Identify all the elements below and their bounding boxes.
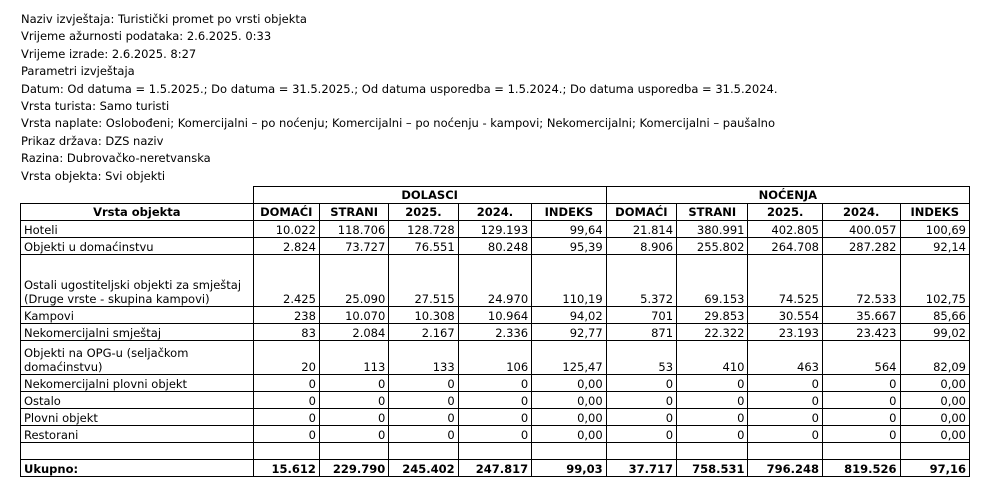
cell-dolasci-2025: 0 [389, 375, 458, 392]
cell-nocenja-2025: 0 [748, 375, 822, 392]
total-dolasci-2025: 245.402 [389, 460, 458, 477]
total-nocenja-indeks: 97,16 [900, 460, 970, 477]
cell-nocenja-2025: 23.193 [748, 324, 822, 341]
spacer-cell [253, 443, 319, 460]
spacer-cell [458, 443, 531, 460]
group-header-blank [21, 187, 254, 204]
cell-nocenja-indeks: 85,66 [900, 307, 970, 324]
cell-dolasci-2025: 0 [389, 426, 458, 443]
column-header-nocenja-2024: 2024. [822, 204, 900, 221]
total-label: Ukupno: [21, 460, 254, 477]
cell-dolasci-2025: 76.551 [389, 238, 458, 255]
spacer-cell [319, 443, 388, 460]
column-header-nocenja-domaci: DOMAĆI [606, 204, 676, 221]
cell-nocenja-indeks: 100,69 [900, 221, 970, 238]
cell-dolasci-2025: 0 [389, 409, 458, 426]
row-label: Hoteli [21, 221, 254, 238]
spacer-cell [748, 443, 822, 460]
cell-nocenja-domaci: 701 [606, 307, 676, 324]
cell-nocenja-2025: 0 [748, 392, 822, 409]
region-parameter: Razina: Dubrovačko-neretvanska [21, 151, 211, 166]
cell-nocenja-strani: 255.802 [677, 238, 748, 255]
data-update-time: Vrijeme ažurnosti podataka: 2.6.2025. 0:33 [21, 29, 272, 44]
row-label: Ostalo [21, 392, 254, 409]
cell-nocenja-2024: 35.667 [822, 307, 900, 324]
cell-dolasci-indeks: 110,19 [532, 255, 607, 307]
cell-dolasci-2025: 133 [389, 341, 458, 375]
spacer-cell [606, 443, 676, 460]
payment-type-parameter: Vrsta naplate: Oslobođeni; Komercijalni – po noćenju; Komercijalni – po noćenju - kampovi; Nekomercijalni; Komercijalni – paušalno [21, 116, 775, 131]
table-row [21, 324, 970, 341]
row-label: Restorani [21, 426, 254, 443]
cell-dolasci-indeks: 0,00 [532, 426, 607, 443]
column-header-nocenja-strani: STRANI [677, 204, 748, 221]
cell-nocenja-indeks: 102,75 [900, 255, 970, 307]
cell-dolasci-domaci: 0 [253, 392, 319, 409]
column-header-nocenja-2025: 2025. [748, 204, 822, 221]
cell-dolasci-2024: 106 [458, 341, 531, 375]
cell-nocenja-indeks: 92,14 [900, 238, 970, 255]
cell-nocenja-strani: 380.991 [677, 221, 748, 238]
cell-nocenja-2025: 30.554 [748, 307, 822, 324]
table-row [21, 409, 970, 426]
country-display-parameter: Prikaz država: DZS naziv [21, 133, 164, 148]
row-label: Nekomercijalni plovni objekt [21, 375, 254, 392]
cell-nocenja-2024: 400.057 [822, 221, 900, 238]
cell-nocenja-2024: 564 [822, 341, 900, 375]
cell-dolasci-domaci: 0 [253, 426, 319, 443]
cell-nocenja-domaci: 0 [606, 375, 676, 392]
cell-nocenja-domaci: 0 [606, 392, 676, 409]
row-label-line: Objekti na OPG-u (seljačkom [24, 346, 189, 360]
total-nocenja-2025: 796.248 [748, 460, 822, 477]
spacer-cell [389, 443, 458, 460]
cell-dolasci-indeks: 92,77 [532, 324, 607, 341]
cell-nocenja-2025: 402.805 [748, 221, 822, 238]
cell-dolasci-2024: 80.248 [458, 238, 531, 255]
cell-dolasci-2025: 128.728 [389, 221, 458, 238]
cell-nocenja-strani: 0 [677, 409, 748, 426]
row-label [21, 255, 254, 307]
date-parameters: Datum: Od datuma = 1.5.2025.; Do datuma = 31.5.2025.; Od datuma usporedba = 1.5.2024.; Do datuma usporedba = 31.5.2024. [21, 81, 778, 96]
cell-nocenja-strani: 22.322 [677, 324, 748, 341]
cell-dolasci-domaci: 2.824 [253, 238, 319, 255]
cell-dolasci-strani: 118.706 [319, 221, 388, 238]
cell-dolasci-2025: 0 [389, 392, 458, 409]
cell-dolasci-domaci: 238 [253, 307, 319, 324]
cell-dolasci-indeks: 125,47 [532, 341, 607, 375]
spacer-cell [822, 443, 900, 460]
cell-nocenja-strani: 0 [677, 392, 748, 409]
table-row [21, 341, 970, 375]
spacer-cell [900, 443, 970, 460]
cell-dolasci-strani: 113 [319, 341, 388, 375]
cell-dolasci-2024: 0 [458, 375, 531, 392]
cell-nocenja-domaci: 21.814 [606, 221, 676, 238]
cell-nocenja-indeks: 82,09 [900, 341, 970, 375]
column-header-dolasci-indeks: INDEKS [532, 204, 607, 221]
parameters-heading: Parametri izvještaja [21, 64, 135, 79]
cell-nocenja-2024: 0 [822, 375, 900, 392]
report-creation-time: Vrijeme izrade: 2.6.2025. 8:27 [21, 46, 197, 61]
cell-dolasci-2024: 24.970 [458, 255, 531, 307]
cell-dolasci-indeks: 99,64 [532, 221, 607, 238]
spacer-cell [21, 443, 254, 460]
row-label: Objekti u domaćinstvu [21, 238, 254, 255]
tourist-type-parameter: Vrsta turista: Samo turisti [21, 99, 170, 114]
cell-dolasci-2024: 129.193 [458, 221, 531, 238]
cell-nocenja-2024: 0 [822, 426, 900, 443]
cell-nocenja-2024: 23.423 [822, 324, 900, 341]
cell-dolasci-strani: 73.727 [319, 238, 388, 255]
table-row [21, 221, 970, 238]
object-type-parameter: Vrsta objekta: Svi objekti [21, 168, 166, 183]
cell-dolasci-indeks: 95,39 [532, 238, 607, 255]
cell-dolasci-indeks: 0,00 [532, 375, 607, 392]
cell-dolasci-2025: 2.167 [389, 324, 458, 341]
column-header-dolasci-strani: STRANI [319, 204, 388, 221]
cell-dolasci-domaci: 0 [253, 409, 319, 426]
column-header-dolasci-2024: 2024. [458, 204, 531, 221]
total-nocenja-domaci: 37.717 [606, 460, 676, 477]
table-row [21, 255, 970, 307]
column-header-dolasci-domaci: DOMAĆI [253, 204, 319, 221]
cell-dolasci-indeks: 0,00 [532, 392, 607, 409]
spacer-cell [532, 443, 607, 460]
cell-nocenja-indeks: 0,00 [900, 409, 970, 426]
row-label [21, 341, 254, 375]
cell-nocenja-2025: 463 [748, 341, 822, 375]
cell-nocenja-strani: 410 [677, 341, 748, 375]
table-row [21, 392, 970, 409]
group-header-dolasci: DOLASCI [253, 187, 606, 204]
cell-nocenja-strani: 0 [677, 426, 748, 443]
cell-dolasci-2024: 2.336 [458, 324, 531, 341]
cell-nocenja-2024: 0 [822, 409, 900, 426]
cell-nocenja-domaci: 8.906 [606, 238, 676, 255]
column-header-vrsta-objekta: Vrsta objekta [21, 204, 254, 221]
cell-dolasci-2025: 27.515 [389, 255, 458, 307]
cell-dolasci-2025: 10.308 [389, 307, 458, 324]
cell-nocenja-strani: 0 [677, 375, 748, 392]
total-dolasci-2024: 247.817 [458, 460, 531, 477]
row-label: Plovni objekt [21, 409, 254, 426]
total-nocenja-strani: 758.531 [677, 460, 748, 477]
total-dolasci-indeks: 99,03 [532, 460, 607, 477]
column-header-nocenja-indeks: INDEKS [900, 204, 970, 221]
table-row [21, 307, 970, 324]
row-label-line: Ostali ugostiteljski objekti za smještaj [24, 278, 242, 292]
cell-dolasci-strani: 2.084 [319, 324, 388, 341]
report-table [20, 186, 970, 477]
cell-nocenja-2025: 264.708 [748, 238, 822, 255]
row-label-line: domaćinstvu) [24, 360, 103, 374]
cell-nocenja-strani: 29.853 [677, 307, 748, 324]
row-label: Kampovi [21, 307, 254, 324]
cell-dolasci-indeks: 94,02 [532, 307, 607, 324]
cell-dolasci-strani: 0 [319, 392, 388, 409]
cell-nocenja-2024: 72.533 [822, 255, 900, 307]
cell-nocenja-2024: 287.282 [822, 238, 900, 255]
group-header-nocenja: NOĆENJA [606, 187, 969, 204]
report-title: Naziv izvještaja: Turistički promet po vrsti objekta [21, 12, 307, 26]
cell-dolasci-domaci: 10.022 [253, 221, 319, 238]
cell-nocenja-2025: 74.525 [748, 255, 822, 307]
cell-nocenja-indeks: 0,00 [900, 426, 970, 443]
cell-dolasci-2024: 0 [458, 409, 531, 426]
table-row [21, 375, 970, 392]
cell-dolasci-2024: 0 [458, 426, 531, 443]
cell-dolasci-domaci: 0 [253, 375, 319, 392]
cell-nocenja-indeks: 99,02 [900, 324, 970, 341]
cell-nocenja-domaci: 53 [606, 341, 676, 375]
cell-nocenja-strani: 69.153 [677, 255, 748, 307]
table-row [21, 238, 970, 255]
cell-nocenja-indeks: 0,00 [900, 392, 970, 409]
cell-nocenja-2025: 0 [748, 426, 822, 443]
cell-nocenja-2024: 0 [822, 392, 900, 409]
cell-dolasci-domaci: 20 [253, 341, 319, 375]
cell-nocenja-domaci: 0 [606, 409, 676, 426]
table-row [21, 426, 970, 443]
column-header-row [21, 204, 970, 221]
row-label: Nekomercijalni smještaj [21, 324, 254, 341]
total-dolasci-strani: 229.790 [319, 460, 388, 477]
spacer-cell [677, 443, 748, 460]
cell-dolasci-strani: 25.090 [319, 255, 388, 307]
spacer-row [21, 443, 970, 460]
row-label-line: (Druge vrste - skupina kampovi) [24, 292, 210, 306]
cell-nocenja-indeks: 0,00 [900, 375, 970, 392]
cell-dolasci-2024: 10.964 [458, 307, 531, 324]
cell-dolasci-strani: 0 [319, 409, 388, 426]
cell-nocenja-domaci: 871 [606, 324, 676, 341]
total-dolasci-domaci: 15.612 [253, 460, 319, 477]
total-nocenja-2024: 819.526 [822, 460, 900, 477]
cell-nocenja-domaci: 5.372 [606, 255, 676, 307]
cell-dolasci-strani: 10.070 [319, 307, 388, 324]
group-header-row [21, 187, 970, 204]
cell-nocenja-domaci: 0 [606, 426, 676, 443]
cell-nocenja-2025: 0 [748, 409, 822, 426]
column-header-dolasci-2025: 2025. [389, 204, 458, 221]
total-row [21, 460, 970, 477]
cell-dolasci-strani: 0 [319, 375, 388, 392]
report-header [21, 11, 778, 185]
cell-dolasci-domaci: 2.425 [253, 255, 319, 307]
cell-dolasci-2024: 0 [458, 392, 531, 409]
cell-dolasci-strani: 0 [319, 426, 388, 443]
cell-dolasci-domaci: 83 [253, 324, 319, 341]
cell-dolasci-indeks: 0,00 [532, 409, 607, 426]
